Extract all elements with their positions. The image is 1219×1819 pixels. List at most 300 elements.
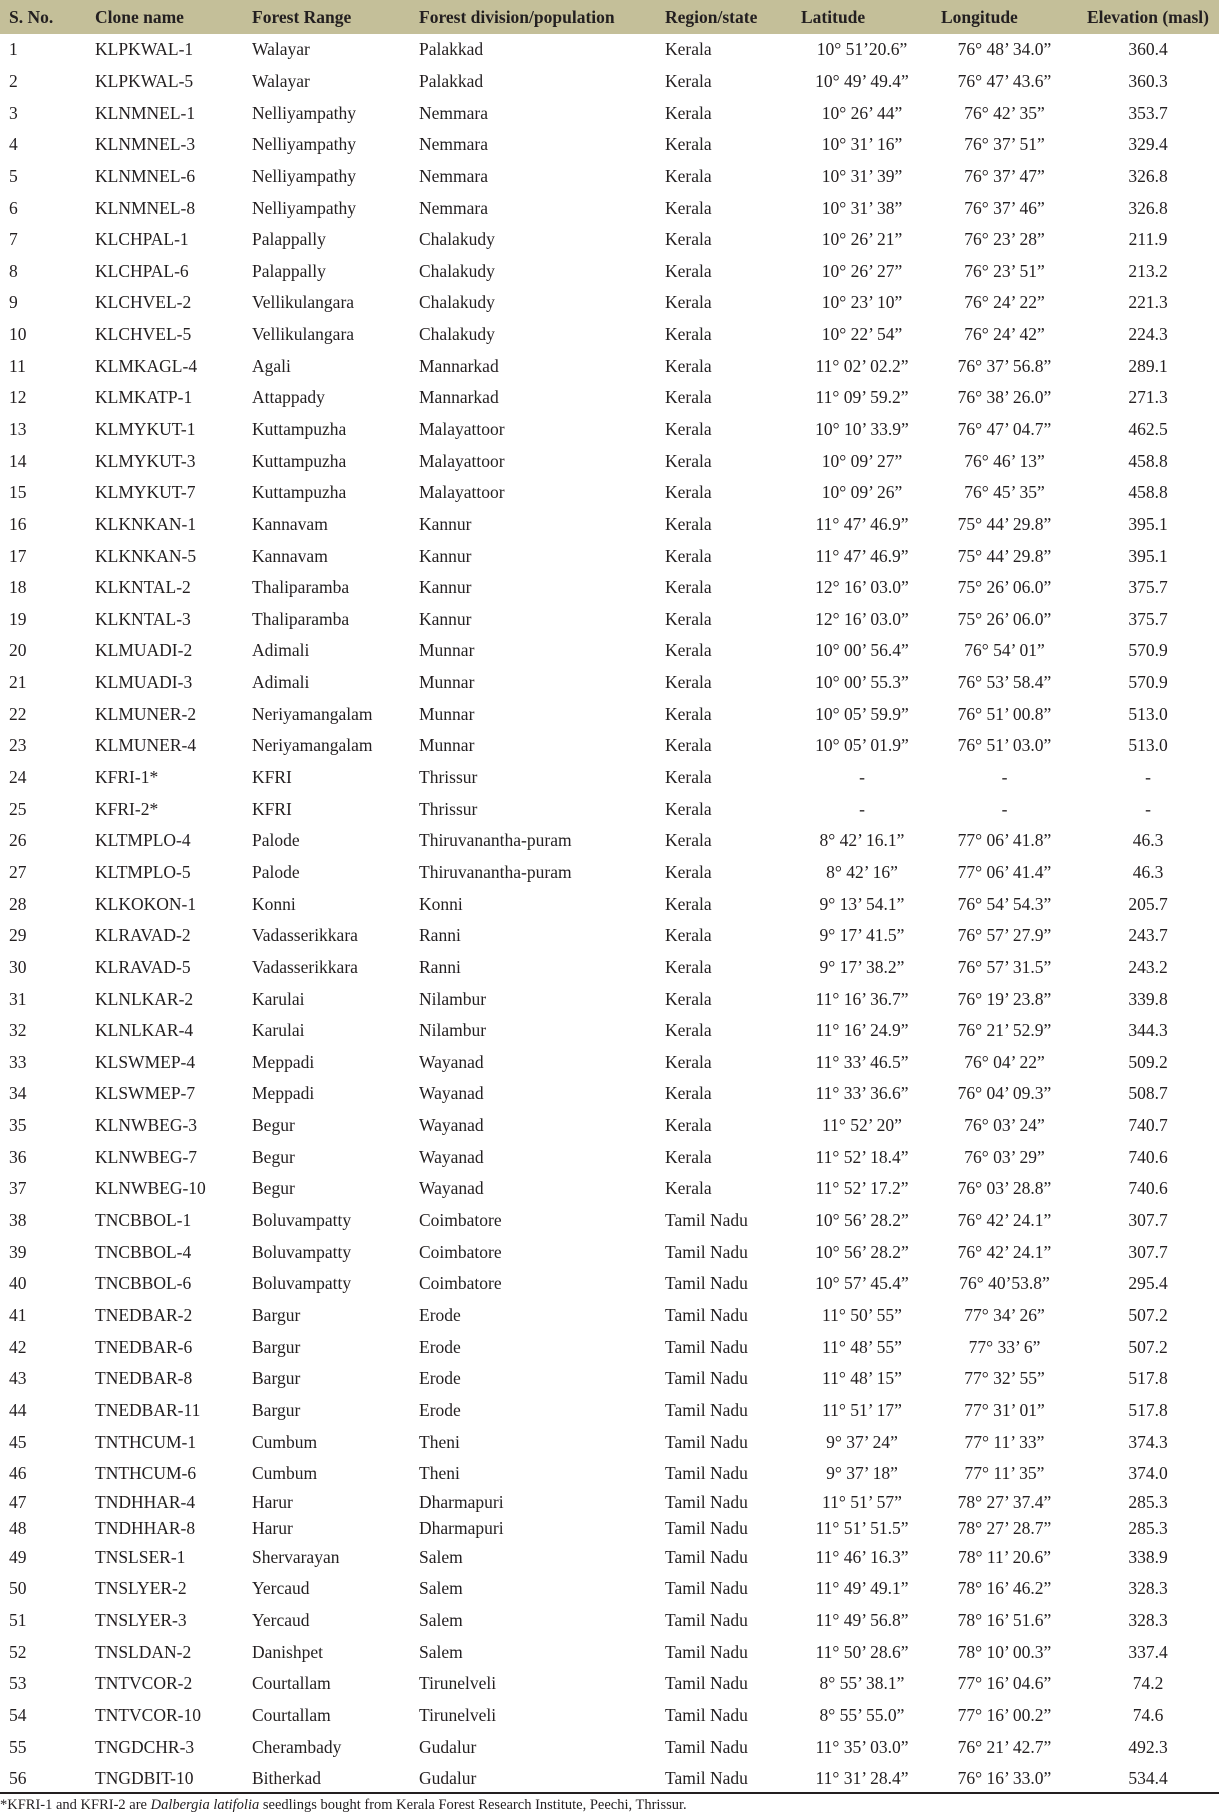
cell-region-state: Kerala — [665, 861, 712, 882]
cell-longitude: 76° 48’ 34.0” — [957, 39, 1052, 60]
cell-region-state: Tamil Nadu — [665, 1463, 748, 1484]
cell-forest-division: Mannarkad — [419, 387, 499, 408]
cell-forest-range: Nelliyampathy — [252, 134, 357, 155]
cell-s-no: 1 — [9, 39, 18, 60]
table-row — [0, 983, 1219, 1015]
cell-forest-division: Malayattoor — [419, 450, 505, 471]
cell-latitude: 10° 49’ 49.4” — [815, 70, 909, 91]
cell-s-no: 24 — [9, 767, 27, 788]
cell-region-state: Kerala — [665, 925, 712, 946]
cell-longitude: 76° 04’ 09.3” — [957, 1083, 1052, 1104]
cell-elevation: 360.4 — [1128, 39, 1168, 60]
cell-latitude: 11° 49’ 49.1” — [815, 1578, 909, 1599]
cell-elevation: 509.2 — [1128, 1051, 1168, 1072]
cell-latitude: 11° 33’ 36.6” — [815, 1083, 909, 1104]
cell-forest-division: Munnar — [419, 703, 475, 724]
cell-longitude: 76° 21’ 52.9” — [957, 1020, 1052, 1041]
cell-latitude: 12° 16’ 03.0” — [815, 577, 909, 598]
table-row — [0, 1636, 1219, 1668]
cell-region-state: Kerala — [665, 292, 712, 313]
cell-elevation: 570.9 — [1128, 640, 1168, 661]
cell-elevation: 211.9 — [1128, 229, 1168, 250]
cell-region-state: Kerala — [665, 1115, 712, 1136]
cell-longitude: 76° 37’ 47” — [964, 165, 1045, 186]
cell-s-no: 36 — [9, 1146, 27, 1167]
table-row — [0, 1268, 1219, 1300]
cell-elevation: 329.4 — [1128, 134, 1168, 155]
cell-longitude: 76° 42’ 35” — [964, 102, 1045, 123]
cell-s-no: 20 — [9, 640, 27, 661]
cell-clone-name: TNEDBAR-8 — [95, 1368, 193, 1389]
cell-elevation: 353.7 — [1128, 102, 1168, 123]
cell-clone-name: KLNLKAR-2 — [95, 988, 194, 1009]
cell-latitude: 11° 35’ 03.0” — [815, 1736, 909, 1757]
cell-clone-name: KFRI-2* — [95, 798, 159, 819]
cell-s-no: 2 — [9, 70, 18, 91]
cell-s-no: 42 — [9, 1336, 27, 1357]
cell-forest-range: Karulai — [252, 988, 305, 1009]
cell-clone-name: KLMYKUT-1 — [95, 419, 196, 439]
cell-s-no: 45 — [9, 1431, 27, 1452]
cell-forest-range: Kuttampuzha — [252, 419, 347, 439]
cell-elevation: 374.3 — [1128, 1431, 1168, 1452]
cell-clone-name: TNTHCUM-6 — [95, 1463, 197, 1484]
cell-longitude: 76° 54’ 54.3” — [957, 893, 1052, 914]
cell-region-state: Kerala — [665, 1146, 712, 1167]
table-row — [0, 1395, 1219, 1427]
cell-elevation: 462.5 — [1128, 419, 1168, 439]
cell-forest-division: Wayanad — [419, 1178, 484, 1199]
cell-clone-name: TNCBBOL-1 — [95, 1210, 192, 1231]
cell-forest-range: KFRI — [252, 767, 292, 788]
cell-longitude: 75° 44’ 29.8” — [957, 513, 1052, 534]
cell-s-no: 29 — [9, 925, 27, 946]
cell-forest-range: Agali — [252, 355, 291, 376]
cell-clone-name: KLCHPAL-6 — [95, 260, 189, 281]
cell-clone-name: TNSLYER-3 — [95, 1610, 187, 1631]
table-row — [0, 952, 1219, 984]
cell-s-no: 28 — [9, 893, 27, 914]
cell-region-state: Tamil Nadu — [665, 1736, 748, 1757]
cell-forest-division: Kannur — [419, 577, 472, 598]
cell-latitude: 10° 05’ 01.9” — [815, 735, 909, 756]
cell-region-state: Kerala — [665, 482, 712, 503]
cell-region-state: Kerala — [665, 608, 712, 629]
cell-elevation: 517.8 — [1128, 1368, 1168, 1389]
cell-forest-range: Shervarayan — [252, 1546, 340, 1567]
cell-clone-name: KLKNKAN-5 — [95, 545, 197, 566]
cell-clone-name: TNDHHAR-8 — [95, 1517, 196, 1538]
cell-longitude: - — [1001, 767, 1008, 788]
cell-clone-name: KLMKAGL-4 — [95, 355, 198, 376]
cell-clone-name: TNCBBOL-4 — [95, 1241, 192, 1262]
cell-longitude: 78° 11’ 20.6” — [957, 1546, 1052, 1567]
cell-s-no: 5 — [9, 165, 18, 186]
cell-region-state: Kerala — [665, 672, 712, 693]
table-row — [0, 540, 1219, 572]
cell-region-state: Kerala — [665, 735, 712, 756]
cell-region-state: Tamil Nadu — [665, 1768, 748, 1789]
cell-clone-name: KLNMNEL-8 — [95, 197, 196, 218]
cell-s-no: 31 — [9, 988, 27, 1009]
table-row — [0, 477, 1219, 509]
cell-region-state: Kerala — [665, 355, 712, 376]
cell-longitude: 76° 57’ 31.5” — [957, 956, 1052, 977]
cell-longitude: 77° 16’ 00.2” — [957, 1704, 1052, 1725]
table-row — [0, 1236, 1219, 1268]
cell-region-state: Kerala — [665, 102, 712, 123]
cell-s-no: 54 — [9, 1704, 27, 1725]
cell-region-state: Kerala — [665, 1083, 712, 1104]
cell-s-no: 3 — [9, 102, 18, 123]
cell-elevation: 507.2 — [1128, 1336, 1168, 1357]
cell-longitude: 76° 37’ 56.8” — [957, 355, 1052, 376]
header-forest-division: Forest division/population — [419, 6, 615, 27]
cell-forest-division: Malayattoor — [419, 419, 505, 439]
table-row — [0, 762, 1219, 794]
table-footnote — [0, 1797, 687, 1814]
table-row — [0, 1141, 1219, 1173]
cell-forest-division: Theni — [419, 1431, 460, 1452]
cell-latitude: 9° 37’ 18” — [826, 1463, 898, 1484]
cell-longitude: 77° 11’ 35” — [964, 1463, 1045, 1484]
cell-elevation: 328.3 — [1128, 1610, 1168, 1631]
cell-forest-division: Erode — [419, 1368, 461, 1389]
cell-forest-division: Gudalur — [419, 1736, 477, 1757]
cell-elevation: 307.7 — [1128, 1241, 1168, 1262]
cell-longitude: 76° 51’ 03.0” — [957, 735, 1052, 756]
header-row — [0, 0, 1219, 34]
cell-longitude: 78° 10’ 00.3” — [957, 1641, 1052, 1662]
cell-forest-range: Begur — [252, 1178, 295, 1199]
cell-s-no: 15 — [9, 482, 27, 503]
cell-elevation: 513.0 — [1128, 735, 1168, 756]
cell-elevation: - — [1145, 767, 1151, 788]
table-row — [0, 1763, 1219, 1795]
table-row — [0, 604, 1219, 636]
cell-clone-name: TNGDCHR-3 — [95, 1736, 195, 1757]
cell-region-state: Kerala — [665, 1178, 712, 1199]
cell-clone-name: KLNLKAR-4 — [95, 1020, 194, 1041]
table-row — [0, 1300, 1219, 1332]
cell-clone-name: TNTHCUM-1 — [95, 1431, 197, 1452]
cell-elevation: 205.7 — [1128, 893, 1168, 914]
cell-clone-name: KLKNKAN-1 — [95, 513, 197, 534]
cell-forest-range: Kuttampuzha — [252, 450, 347, 471]
cell-forest-division: Ranni — [419, 925, 461, 946]
cell-s-no: 25 — [9, 798, 27, 819]
cell-forest-range: Adimali — [252, 640, 310, 661]
cell-forest-division: Nemmara — [419, 134, 488, 155]
cell-elevation: 328.3 — [1128, 1578, 1168, 1599]
cell-forest-division: Palakkad — [419, 70, 484, 91]
cell-latitude: 11° 52’ 20” — [822, 1115, 902, 1136]
cell-latitude: 9° 13’ 54.1” — [819, 893, 905, 914]
cell-latitude: 9° 37’ 24” — [826, 1431, 898, 1452]
cell-region-state: Kerala — [665, 513, 712, 534]
cell-clone-name: KLPKWAL-1 — [95, 39, 194, 60]
table-row — [0, 34, 1219, 66]
cell-forest-range: Boluvampatty — [252, 1273, 352, 1294]
table-row — [0, 667, 1219, 699]
cell-longitude: 77° 32’ 55” — [964, 1368, 1045, 1389]
cell-clone-name: KLMKATP-1 — [95, 387, 193, 408]
cell-forest-division: Chalakudy — [419, 229, 495, 250]
cell-latitude: 11° 16’ 36.7” — [815, 988, 909, 1009]
cell-s-no: 6 — [9, 197, 18, 218]
table-row — [0, 319, 1219, 351]
cell-forest-division: Coimbatore — [419, 1273, 502, 1294]
cell-latitude: 10° 26’ 44” — [821, 102, 903, 123]
cell-forest-division: Tirunelveli — [419, 1673, 497, 1694]
cell-elevation: 395.1 — [1128, 513, 1168, 534]
cell-longitude: 76° 46’ 13” — [964, 450, 1045, 471]
cell-latitude: 11° 50’ 55” — [822, 1304, 902, 1325]
cell-forest-range: Neriyamangalam — [252, 735, 373, 756]
cell-longitude: 76° 03’ 24” — [964, 1115, 1045, 1136]
table-row — [0, 1700, 1219, 1732]
table-row — [0, 1047, 1219, 1079]
cell-region-state: Kerala — [665, 260, 712, 281]
cell-s-no: 7 — [9, 229, 18, 250]
table-row — [0, 888, 1219, 920]
cell-s-no: 56 — [9, 1768, 27, 1789]
cell-longitude: 76° 40’53.8” — [959, 1273, 1050, 1294]
cell-elevation: 507.2 — [1128, 1304, 1168, 1325]
cell-latitude: 11° 16’ 24.9” — [815, 1020, 909, 1041]
cell-s-no: 21 — [9, 672, 27, 693]
cell-elevation: 295.4 — [1128, 1273, 1168, 1294]
table-row — [0, 1605, 1219, 1637]
cell-elevation: 307.7 — [1128, 1210, 1168, 1231]
cell-longitude: 78° 27’ 37.4” — [957, 1491, 1052, 1512]
cell-elevation: 289.1 — [1128, 355, 1168, 376]
cell-elevation: 271.3 — [1128, 387, 1168, 408]
cell-region-state: Kerala — [665, 134, 712, 155]
cell-forest-division: Nilambur — [419, 1020, 487, 1041]
cell-s-no: 9 — [9, 292, 18, 313]
table-row — [0, 1731, 1219, 1763]
cell-longitude: 76° 24’ 22” — [964, 292, 1045, 313]
cell-clone-name: KLNMNEL-3 — [95, 134, 196, 155]
cell-elevation: 740.6 — [1128, 1178, 1168, 1199]
cell-s-no: 26 — [9, 830, 27, 851]
cell-clone-name: TNDHHAR-4 — [95, 1491, 196, 1512]
cell-longitude: 75° 44’ 29.8” — [957, 545, 1052, 566]
cell-clone-name: KLSWMEP-4 — [95, 1051, 196, 1072]
cell-forest-range: Vellikulangara — [252, 324, 355, 345]
cell-forest-range: Palappally — [252, 229, 326, 250]
footnote-prefix: *KFRI-1 and KFRI-2 are — [0, 1797, 151, 1813]
cell-elevation: 740.7 — [1128, 1115, 1168, 1136]
cell-s-no: 39 — [9, 1241, 27, 1262]
cell-forest-division: Salem — [419, 1610, 463, 1631]
cell-elevation: 517.8 — [1128, 1399, 1168, 1420]
cell-region-state: Tamil Nadu — [665, 1273, 748, 1294]
cell-longitude: 76° 03’ 29” — [964, 1146, 1045, 1167]
cell-clone-name: TNTVCOR-2 — [95, 1673, 193, 1694]
header-longitude: Longitude — [941, 6, 1018, 27]
cell-clone-name: KLNMNEL-1 — [95, 102, 196, 123]
cell-region-state: Tamil Nadu — [665, 1241, 748, 1262]
cell-forest-range: Nelliyampathy — [252, 165, 357, 186]
cell-forest-division: Nemmara — [419, 197, 488, 218]
cell-longitude: - — [1001, 798, 1008, 819]
cell-forest-range: Attappady — [252, 387, 325, 408]
cell-elevation: 221.3 — [1128, 292, 1168, 313]
cell-s-no: 14 — [9, 450, 27, 471]
table-row — [0, 1363, 1219, 1395]
cell-latitude: 12° 16’ 03.0” — [815, 608, 909, 629]
cell-forest-range: Begur — [252, 1146, 295, 1167]
cell-clone-name: TNEDBAR-6 — [95, 1336, 193, 1357]
cell-forest-range: Bitherkad — [252, 1768, 322, 1789]
cell-forest-division: Kannur — [419, 513, 472, 534]
table-row — [0, 825, 1219, 857]
cell-latitude: 11° 51’ 17” — [822, 1399, 902, 1420]
cell-longitude: 76° 47’ 04.7” — [957, 419, 1052, 439]
cell-region-state: Tamil Nadu — [665, 1431, 748, 1452]
cell-region-state: Kerala — [665, 703, 712, 724]
cell-forest-division: Wayanad — [419, 1115, 484, 1136]
cell-latitude: 8° 55’ 55.0” — [819, 1704, 905, 1725]
cell-s-no: 30 — [9, 956, 27, 977]
table-row — [0, 414, 1219, 446]
cell-forest-range: Yercaud — [252, 1578, 310, 1599]
table-row — [0, 1573, 1219, 1605]
cell-latitude: 11° 47’ 46.9” — [815, 513, 909, 534]
table-row — [0, 161, 1219, 193]
cell-clone-name: KFRI-1* — [95, 767, 159, 788]
cell-forest-division: Coimbatore — [419, 1241, 502, 1262]
cell-forest-division: Wayanad — [419, 1146, 484, 1167]
cell-clone-name: TNSLSER-1 — [95, 1546, 186, 1567]
cell-latitude: 11° 49’ 56.8” — [815, 1610, 909, 1631]
cell-latitude: 10° 10’ 33.9” — [815, 419, 909, 439]
table-row — [0, 224, 1219, 256]
cell-region-state: Kerala — [665, 545, 712, 566]
cell-forest-range: Boluvampatty — [252, 1210, 352, 1231]
cell-forest-range: Adimali — [252, 672, 310, 693]
cell-region-state: Kerala — [665, 988, 712, 1009]
cell-forest-range: Kannavam — [252, 545, 328, 566]
cell-latitude: 11° 02’ 02.2” — [815, 355, 909, 376]
cell-forest-range: Palappally — [252, 260, 326, 281]
table-row — [0, 920, 1219, 952]
cell-forest-range: Cumbum — [252, 1463, 318, 1484]
cell-forest-range: Boluvampatty — [252, 1241, 352, 1262]
cell-s-no: 40 — [9, 1273, 27, 1294]
cell-elevation: 375.7 — [1128, 577, 1168, 598]
cell-latitude: 11° 46’ 16.3” — [815, 1546, 909, 1567]
cell-latitude: 11° 31’ 28.4” — [815, 1768, 909, 1789]
cell-elevation: 46.3 — [1132, 830, 1164, 851]
cell-clone-name: KLPKWAL-5 — [95, 70, 194, 91]
cell-longitude: 78° 16’ 51.6” — [957, 1610, 1052, 1631]
cell-elevation: 285.3 — [1128, 1491, 1168, 1512]
table-row — [0, 1541, 1219, 1573]
cell-forest-range: Meppadi — [252, 1083, 315, 1104]
cell-elevation: 375.7 — [1128, 608, 1168, 629]
header-forest-range: Forest Range — [252, 6, 352, 27]
cell-latitude: - — [859, 767, 865, 788]
cell-forest-range: Kuttampuzha — [252, 482, 347, 503]
cell-elevation: 458.8 — [1128, 482, 1168, 503]
table-bottom-rule — [0, 1792, 1219, 1794]
cell-clone-name: TNSLDAN-2 — [95, 1641, 192, 1662]
cell-s-no: 13 — [9, 419, 27, 439]
cell-forest-division: Nilambur — [419, 988, 487, 1009]
table-row — [0, 698, 1219, 730]
cell-longitude: 76° 51’ 00.8” — [957, 703, 1052, 724]
cell-region-state: Tamil Nadu — [665, 1399, 748, 1420]
cell-clone-name: TNEDBAR-2 — [95, 1304, 193, 1325]
cell-forest-division: Konni — [419, 893, 463, 914]
cell-latitude: 10° 51’20.6” — [816, 39, 908, 60]
cell-region-state: Kerala — [665, 893, 712, 914]
cell-forest-division: Nemmara — [419, 165, 488, 186]
cell-s-no: 4 — [9, 134, 18, 155]
cell-s-no: 27 — [9, 861, 27, 882]
cell-elevation: 224.3 — [1128, 324, 1168, 345]
cell-forest-range: Harur — [252, 1517, 293, 1538]
cell-forest-range: Harur — [252, 1491, 293, 1512]
cell-longitude: 76° 53’ 58.4” — [957, 672, 1052, 693]
cell-s-no: 43 — [9, 1368, 27, 1389]
cell-elevation: 374.0 — [1128, 1463, 1168, 1484]
cell-s-no: 41 — [9, 1304, 27, 1325]
cell-region-state: Kerala — [665, 387, 712, 408]
table-row — [0, 382, 1219, 414]
cell-s-no: 46 — [9, 1463, 27, 1484]
cell-forest-range: Walayar — [252, 39, 310, 60]
cell-s-no: 33 — [9, 1051, 27, 1072]
cell-forest-division: Salem — [419, 1578, 463, 1599]
cell-clone-name: KLNMNEL-6 — [95, 165, 196, 186]
cell-region-state: Kerala — [665, 419, 712, 439]
cell-latitude: 8° 42’ 16.1” — [819, 830, 905, 851]
cell-region-state: Tamil Nadu — [665, 1491, 748, 1512]
cell-elevation: 326.8 — [1128, 197, 1168, 218]
cell-elevation: 458.8 — [1128, 450, 1168, 471]
cell-latitude: 10° 31’ 16” — [821, 134, 903, 155]
table-row — [0, 1173, 1219, 1205]
cell-forest-range: Vellikulangara — [252, 292, 355, 313]
cell-longitude: 76° 37’ 51” — [964, 134, 1045, 155]
cell-latitude: 11° 51’ 57” — [822, 1491, 902, 1512]
cell-elevation: 360.3 — [1128, 70, 1168, 91]
cell-forest-range: Bargur — [252, 1336, 301, 1357]
cell-latitude: 10° 31’ 39” — [821, 165, 903, 186]
cell-region-state: Tamil Nadu — [665, 1304, 748, 1325]
cell-latitude: 11° 52’ 18.4” — [815, 1146, 909, 1167]
cell-s-no: 12 — [9, 387, 27, 408]
cell-longitude: 75° 26’ 06.0” — [957, 608, 1052, 629]
cell-region-state: Kerala — [665, 165, 712, 186]
cell-forest-range: Thaliparamba — [252, 608, 350, 629]
cell-s-no: 50 — [9, 1578, 27, 1599]
cell-s-no: 34 — [9, 1083, 27, 1104]
cell-s-no: 19 — [9, 608, 27, 629]
cell-region-state: Kerala — [665, 39, 712, 60]
table-row — [0, 192, 1219, 224]
cell-longitude: 77° 06’ 41.8” — [957, 830, 1052, 851]
cell-elevation: 395.1 — [1128, 545, 1168, 566]
cell-region-state: Kerala — [665, 956, 712, 977]
cell-region-state: Kerala — [665, 70, 712, 91]
cell-elevation: 570.9 — [1128, 672, 1168, 693]
cell-latitude: 10° 56’ 28.2” — [815, 1210, 909, 1231]
